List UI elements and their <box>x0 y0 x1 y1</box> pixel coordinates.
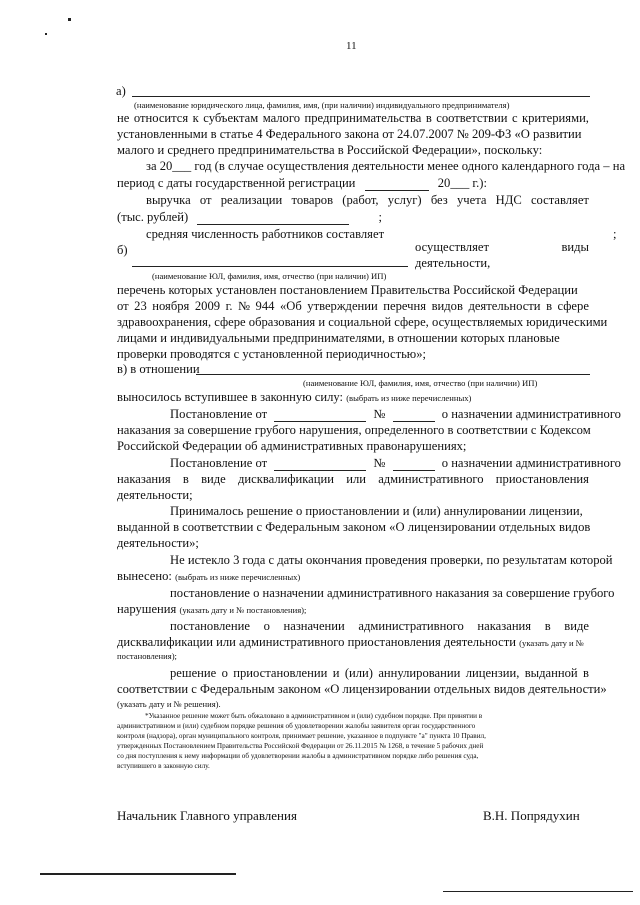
p4-line-2: вынесено: (выбрать из ниже перечисленных) <box>117 569 301 583</box>
p1-line-3: Российской Федерации об административных правонарушениях; <box>117 439 467 453</box>
p7-line-3: (указать дату и № решения). <box>117 699 221 709</box>
period-date-blank <box>365 179 429 191</box>
section-b-caption: (наименование ЮЛ, фамилия, имя, отчество (при наличии) ИП) <box>152 271 387 281</box>
signature-name: В.Н. Попрядухин <box>483 808 580 823</box>
p6-line-3: постановления); <box>117 651 177 661</box>
section-a-revenue-line: выручка от реализации товаров (работ, услуг) без учета НДС составляет <box>146 193 589 207</box>
footnote-line-4: утвержденных Постановлением Правительства Российской Федерации от 26.11.2015 № 1268, в течение 5 рабочих дней <box>117 742 484 750</box>
section-b-text-2: от 23 ноября 2009 г. № 944 «Об утверждении перечня видов деятельности в сфере <box>117 299 589 313</box>
section-a-text-3: малого и среднего предпринимательства в Российской Федерации», поскольку: <box>117 143 543 157</box>
section-b-text-1: перечень которых установлен постановлением Правительства Российской Федерации <box>117 283 578 297</box>
section-b-right-col-2: деятельности, <box>415 256 491 270</box>
section-b-name-line <box>132 266 408 267</box>
p3-line-3: деятельности»; <box>117 536 199 550</box>
p6-line-2: дисквалификации или административного приостановления деятельности (указать дату и № <box>117 635 584 649</box>
section-c-caption: (наименование ЮЛ, фамилия, имя, отчество (при наличии) ИП) <box>303 378 538 388</box>
section-b-label: б) <box>117 243 128 257</box>
p1-date-blank <box>274 410 366 422</box>
page-number: 11 <box>346 40 357 52</box>
bottom-rule-right <box>443 891 633 892</box>
section-a-name-line <box>132 96 590 97</box>
p1-line-1: Постановление от № о назначении административного <box>170 407 621 421</box>
section-b-text-3: здравоохранения, сфере образования и социальной сфере, осуществляемых юридическими <box>117 315 608 329</box>
section-a-revenue-unit: (тыс. рублей) ; <box>117 210 383 224</box>
section-a-text-1: не относится к субъектам малого предпринимательства в соответствии с критериями, <box>117 111 589 125</box>
p2-date-blank <box>274 459 366 471</box>
bottom-rule-left <box>40 873 236 875</box>
p2-line-2: наказания в виде дисквалификации или административного приостановления <box>117 472 589 486</box>
p3-line-2: выданной в соответствии с Федеральным законом «О лицензировании отдельных видов <box>117 520 591 534</box>
section-a-caption: (наименование юридического лица, фамилия, имя, (при наличии) индивидуального предпринимателя) <box>134 100 510 110</box>
footnote-line-6: вступившего в законную силу. <box>117 762 210 770</box>
section-a-year-line: за 20___ год (в случае осуществления деятельности менее одного календарного года – на <box>146 159 626 173</box>
p4-line-1: Не истекло 3 года с даты окончания проведения проверки, по результатам которой <box>170 553 613 567</box>
p2-number-blank <box>393 459 435 471</box>
section-a-text-2: установленными в статье 4 Федерального закона от 24.07.2007 № 209-ФЗ «О развитии <box>117 127 582 141</box>
footnote-line-1: *Указанное решение может быть обжаловано в административном и (или) судебном порядке. При принятии в <box>145 712 483 720</box>
p5-line-2: нарушения (указать дату и № постановления); <box>117 602 307 616</box>
scan-speck <box>68 18 71 21</box>
section-c-name-line <box>196 374 590 375</box>
section-b-right-col-1: осуществляет виды <box>415 240 589 254</box>
p7-line-1: решение о приостановлении и (или) аннулировании лицензии, выданной в <box>170 666 589 680</box>
footnote-line-3: контроля (надзора), орган муниципального контроля, принимает решение, указанное в подпункте "а" пункта 10 Правил, <box>117 732 486 740</box>
footnote-line-2: административном и (или) судебном порядке решения об удовлетворении жалобы заявителя орган государственного <box>117 722 476 730</box>
section-c-label: в) в отношении <box>117 362 200 376</box>
section-a-period-line: период с даты государственной регистрации 20___ г.): <box>117 176 487 190</box>
section-a-employees: средняя численность работников составляет <box>146 227 385 241</box>
p3-line-1: Принималось решение о приостановлении и (или) аннулировании лицензии, <box>170 504 583 518</box>
revenue-blank <box>197 213 349 225</box>
section-a-label: а) <box>116 84 126 98</box>
p1-number-blank <box>393 410 435 422</box>
signature-position: Начальник Главного управления <box>117 808 297 823</box>
p5-line-1: постановление о назначении административного наказания за совершение грубого <box>170 586 615 600</box>
section-b-text-4: лицами и индивидуальными предпринимателями, в отношении которых плановые <box>117 331 560 345</box>
p2-line-3: деятельности; <box>117 488 193 502</box>
p1-line-2: наказания за совершение грубого нарушения, определенного в соответствии с Кодексом <box>117 423 591 437</box>
p7-line-2: соответствии с Федеральным законом «О лицензировании отдельных видов деятельности» <box>117 682 607 696</box>
section-b-text-5: проверки проводятся с установленной периодичностью»; <box>117 347 427 361</box>
p6-line-1: постановление о назначении административного наказания в виде <box>170 619 589 633</box>
footnote-line-5: со дня поступления к нему информации об удовлетворении жалобы в административном порядке либо решения суда, <box>117 752 479 760</box>
p2-line-1: Постановление от № о назначении административного <box>170 456 621 470</box>
section-c-issued-intro: выносилось вступившее в законную силу: (выбрать из ниже перечисленных) <box>117 390 472 404</box>
scan-speck <box>45 33 47 35</box>
section-a-employees-end: ; <box>613 227 617 241</box>
